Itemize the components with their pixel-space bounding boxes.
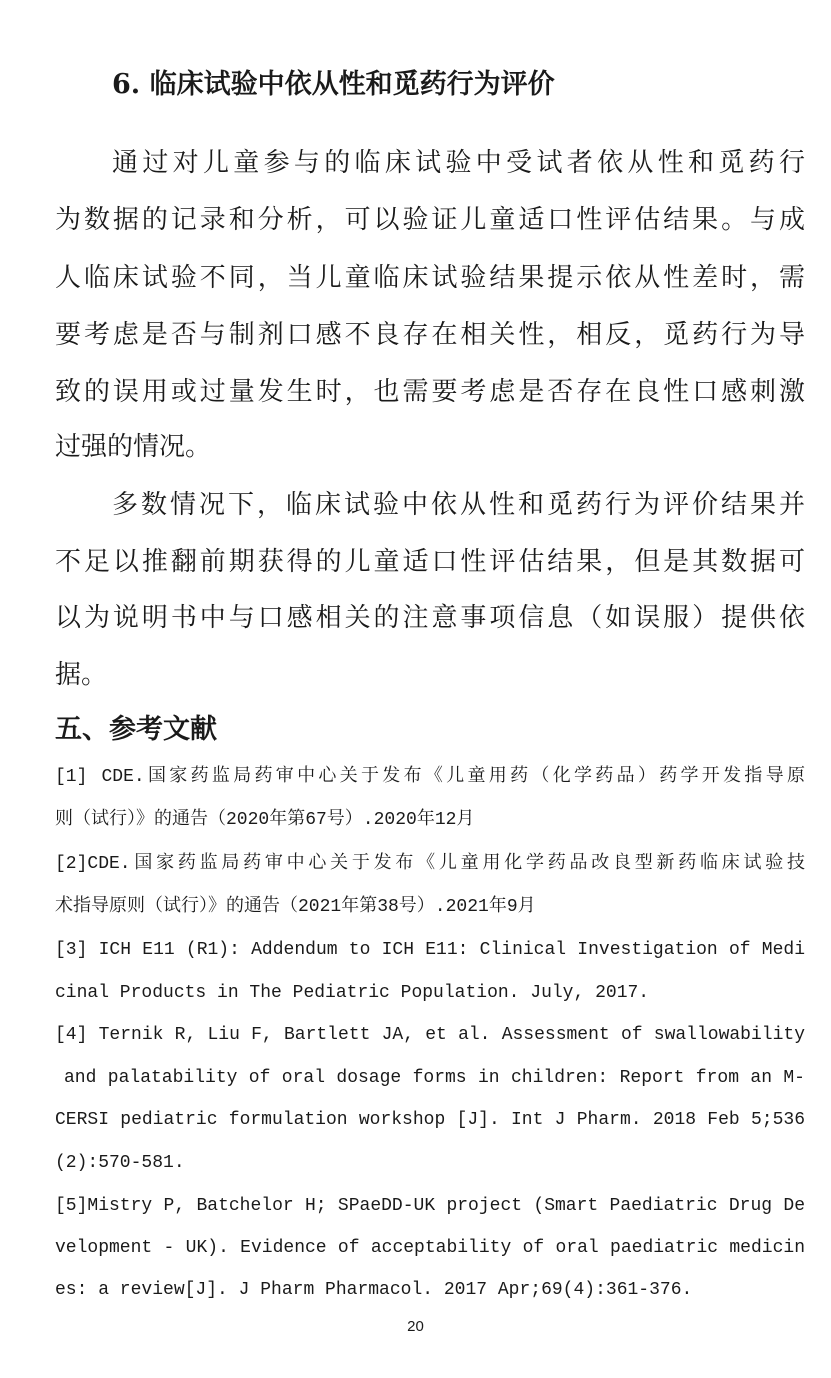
reference-line: es: a review[J]. J Pharm Pharmacol. 2017 Apr;69(4):361-376.	[55, 1280, 693, 1300]
paragraph-line: 以为说明书中与口感相关的注意事项信息（如误服）提供依	[55, 603, 805, 633]
section-5-heading: 五、参考文献	[55, 714, 217, 745]
paragraph-line: 过强的情况。	[55, 432, 212, 462]
page-number: 20	[407, 1318, 424, 1335]
reference-line: 则（试行）》的通告（2020年第67号）.2020年12月	[55, 810, 475, 830]
section-6-heading: 6. 临床试验中依从性和觅药行为评价	[112, 69, 555, 100]
reference-line: (2):570-581.	[55, 1153, 185, 1173]
reference-line: [3] ICH E11 (R1): Addendum to ICH E11: Clinical Investigation of Medi	[55, 940, 805, 960]
paragraph-line: 多数情况下，临床试验中依从性和觅药行为评价结果并	[112, 490, 805, 520]
paragraph-line: 人临床试验不同，当儿童临床试验结果提示依从性差时，需	[55, 263, 805, 293]
paragraph-line: 要考虑是否与制剂口感不良存在相关性，相反，觅药行为导	[55, 320, 805, 350]
reference-line: cinal Products in The Pediatric Population. July, 2017.	[55, 983, 650, 1003]
reference-line: and palatability of oral dosage forms in children: Report from an M-	[64, 1068, 805, 1088]
reference-line: [2]CDE.国家药监局药审中心关于发布《儿童用化学药品改良型新药临床试验技	[55, 854, 805, 874]
reference-line: velopment - UK). Evidence of acceptability of oral paediatric medicin	[55, 1238, 805, 1258]
reference-line: [4] Ternik R, Liu F, Bartlett JA, et al. Assessment of swallowability	[55, 1025, 805, 1045]
reference-line: 术指导原则（试行）》的通告（2021年第38号）.2021年9月	[55, 897, 536, 917]
paragraph-line: 为数据的记录和分析，可以验证儿童适口性评估结果。与成	[55, 205, 805, 235]
reference-line: CERSI pediatric formulation workshop [J]. Int J Pharm. 2018 Feb 5;536	[55, 1110, 805, 1130]
paragraph-line: 致的误用或过量发生时，也需要考虑是否存在良性口感刺激	[55, 377, 805, 407]
reference-line: [5]Mistry P, Batchelor H; SPaeDD-UK project (Smart Paediatric Drug De	[55, 1196, 805, 1216]
reference-line: [1] CDE.国家药监局药审中心关于发布《儿童用药（化学药品）药学开发指导原	[55, 767, 805, 787]
paragraph-line: 不足以推翻前期获得的儿童适口性评估结果，但是其数据可	[55, 547, 805, 577]
paragraph-line: 据。	[55, 660, 108, 690]
paragraph-line: 通过对儿童参与的临床试验中受试者依从性和觅药行	[112, 148, 805, 178]
